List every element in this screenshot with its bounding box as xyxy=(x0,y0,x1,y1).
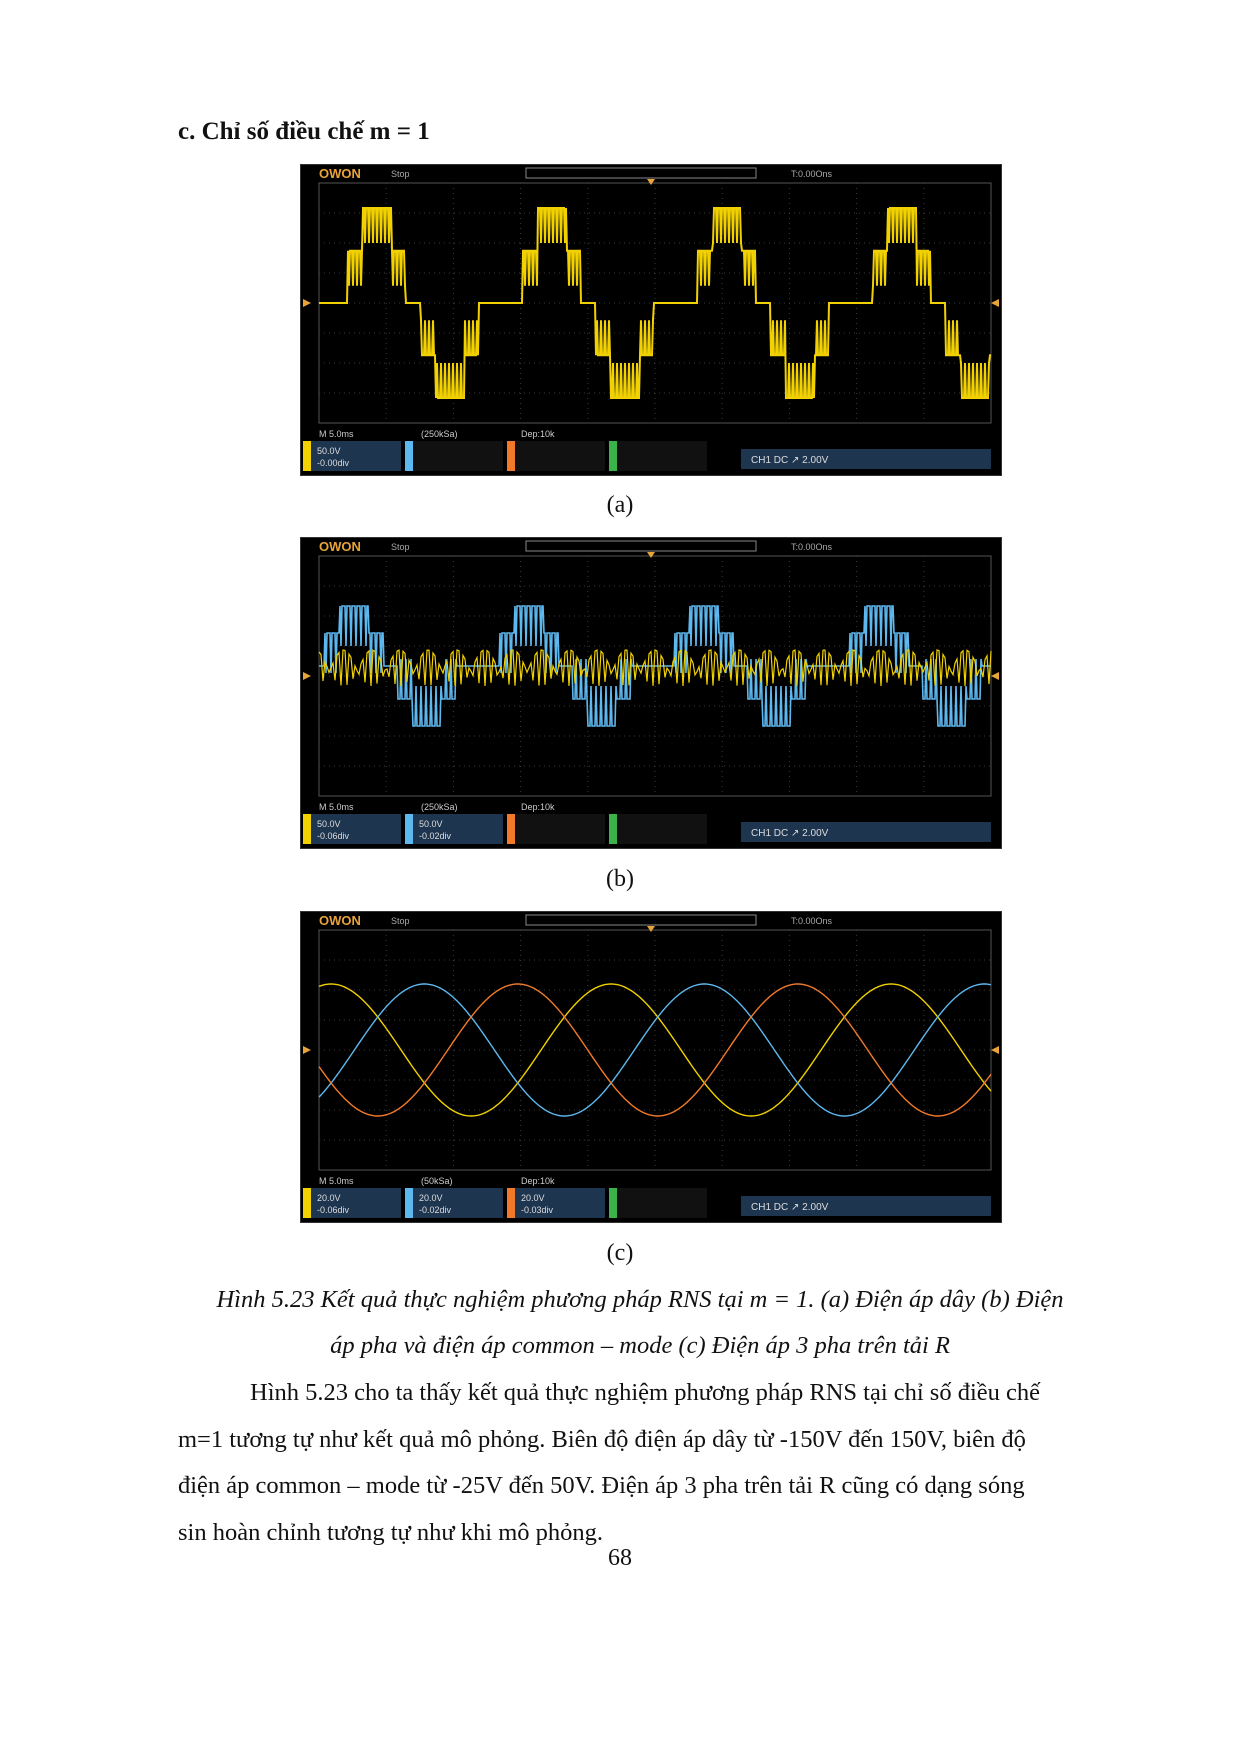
paragraph-line: Hình 5.23 cho ta thấy kết quả thực nghiệm phương pháp RNS tại chỉ số điều chế xyxy=(250,1379,1041,1406)
paragraph-line: điện áp common – mode từ -25V đến 50V. Điện áp 3 pha trên tải R cũng có dạng sóng xyxy=(178,1472,1025,1499)
scope-background xyxy=(301,912,1001,1222)
oscilloscope-screenshot-c xyxy=(300,911,1002,1223)
channel-box xyxy=(617,814,707,844)
run-state: Stop xyxy=(391,169,410,179)
oscilloscope-screenshot-a xyxy=(300,164,1002,476)
record-depth: Dep:10k xyxy=(521,429,555,439)
trigger-info: CH1 DC ↗ 2.00V xyxy=(751,455,829,466)
record-depth: Dep:10k xyxy=(521,1176,555,1186)
trigger-time: T:0.00Ons xyxy=(791,542,833,552)
trigger-time: T:0.00Ons xyxy=(791,916,833,926)
scope-display xyxy=(301,912,1001,1222)
channel-tag xyxy=(405,441,413,471)
channel-tag xyxy=(609,814,617,844)
channel-tag xyxy=(405,1188,413,1218)
channel-volts: 20.0V xyxy=(419,1193,443,1203)
sample-rate: (250kSa) xyxy=(421,429,458,439)
sample-rate: (250kSa) xyxy=(421,802,458,812)
channel-tag xyxy=(507,1188,515,1218)
section-heading: c. Chỉ số điều chế m = 1 xyxy=(178,118,430,145)
channel-tag xyxy=(507,441,515,471)
timebase: M 5.0ms xyxy=(319,429,354,439)
channel-offset: -0.06div xyxy=(317,1205,350,1215)
record-depth: Dep:10k xyxy=(521,802,555,812)
channel-tag xyxy=(303,814,311,844)
sample-rate: (50kSa) xyxy=(421,1176,453,1186)
scope-display xyxy=(301,538,1001,848)
scope-display xyxy=(301,165,1001,475)
channel-tag xyxy=(609,1188,617,1218)
figure-caption-line: áp pha và điện áp common – mode (c) Điện áp 3 pha trên tải R xyxy=(330,1332,950,1359)
channel-offset: -0.06div xyxy=(317,831,350,841)
channel-tag xyxy=(507,814,515,844)
channel-offset: -0.02div xyxy=(419,831,452,841)
channel-volts: 50.0V xyxy=(317,446,341,456)
channel-volts: 20.0V xyxy=(317,1193,341,1203)
scope-background xyxy=(301,538,1001,848)
channel-tag xyxy=(303,441,311,471)
brand-logo: OWON xyxy=(319,166,361,181)
channel-volts: 50.0V xyxy=(419,819,443,829)
subfigure-label-a: (a) xyxy=(606,492,634,518)
run-state: Stop xyxy=(391,542,410,552)
run-state: Stop xyxy=(391,916,410,926)
channel-tag xyxy=(405,814,413,844)
channel-box xyxy=(515,441,605,471)
channel-tag xyxy=(609,441,617,471)
trigger-info: CH1 DC ↗ 2.00V xyxy=(751,828,829,839)
timebase: M 5.0ms xyxy=(319,1176,354,1186)
channel-box xyxy=(515,814,605,844)
page-number: 68 xyxy=(608,1545,632,1571)
channel-offset: -0.02div xyxy=(419,1205,452,1215)
channel-volts: 20.0V xyxy=(521,1193,545,1203)
trigger-info: CH1 DC ↗ 2.00V xyxy=(751,1202,829,1213)
paragraph-line: m=1 tương tự như kết quả mô phỏng. Biên độ điện áp dây từ -150V đến 150V, biên độ xyxy=(178,1425,1026,1453)
subfigure-label-b: (b) xyxy=(606,866,634,892)
brand-logo: OWON xyxy=(319,913,361,928)
trigger-time: T:0.00Ons xyxy=(791,169,833,179)
subfigure-label-c: (c) xyxy=(606,1240,634,1266)
channel-box xyxy=(617,1188,707,1218)
figure-caption-line: Hình 5.23 Kết quả thực nghiệm phương pháp RNS tại m = 1. (a) Điện áp dây (b) Điện xyxy=(216,1286,1064,1313)
timebase: M 5.0ms xyxy=(319,802,354,812)
paragraph-line: sin hoàn chỉnh tương tự như khi mô phỏng. xyxy=(178,1518,604,1546)
channel-tag xyxy=(303,1188,311,1218)
channel-volts: 50.0V xyxy=(317,819,341,829)
brand-logo: OWON xyxy=(319,539,361,554)
channel-box xyxy=(617,441,707,471)
channel-offset: -0.00div xyxy=(317,458,350,468)
channel-offset: -0.03div xyxy=(521,1205,554,1215)
channel-box xyxy=(413,441,503,471)
body-paragraph xyxy=(178,1370,1123,1556)
oscilloscope-screenshot-b xyxy=(300,537,1002,849)
figure-caption xyxy=(150,1277,1130,1369)
